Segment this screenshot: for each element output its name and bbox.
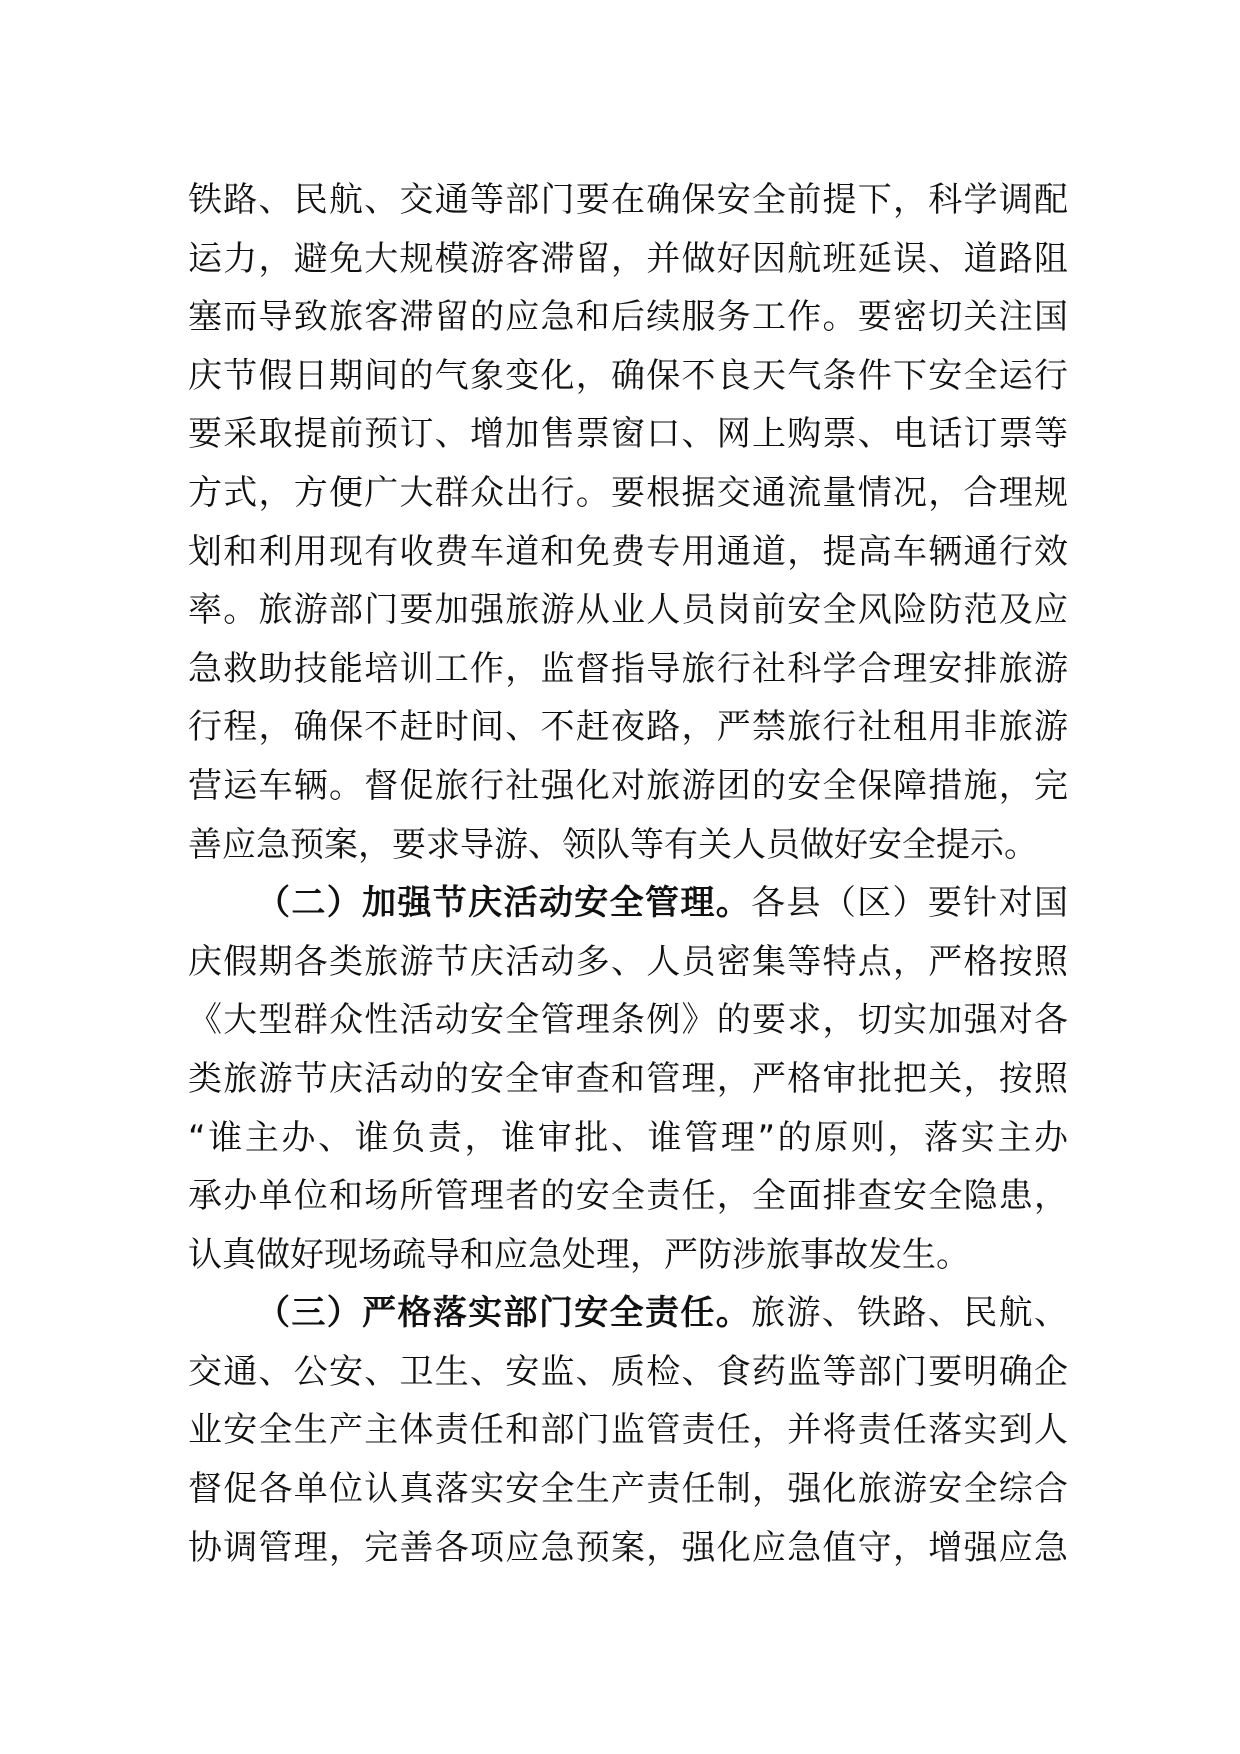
document-body <box>188 171 1068 1577</box>
section-heading: （三）严格落实部门安全责任。 <box>256 1293 752 1334</box>
text-line: 行程，确保不赶时间、不赶夜路，严禁旅行社租用非旅游 <box>188 707 1068 748</box>
section-first-line <box>188 1284 1068 1343</box>
text-line: 业安全生产主体责任和部门监管责任，并将责任落实到人 <box>188 1410 1068 1451</box>
text-line: 承办单位和场所管理者的安全责任，全面排查安全隐患， <box>188 1176 1068 1217</box>
section-lead-text: 各县（区）要针对国 <box>751 883 1069 924</box>
section-heading: （二）加强节庆活动安全管理。 <box>256 883 752 924</box>
text-line: 类旅游节庆活动的安全审查和管理，严格审批把关，按照 <box>188 1058 1068 1099</box>
text-line: “谁主办、谁负责，谁审批、谁管理”的原则，落实主办 <box>188 1117 1068 1158</box>
text-line: 率。旅游部门要加强旅游从业人员岗前安全风险防范及应 <box>188 590 1068 631</box>
text-line: 划和利用现有收费车道和免费专用通道，提高车辆通行效 <box>188 531 1068 572</box>
text-line: 运力，避免大规模游客滞留，并做好因航班延误、道路阻 <box>188 238 1068 279</box>
text-line: 铁路、民航、交通等部门要在确保安全前提下，科学调配 <box>188 180 1068 220</box>
paragraph-transport-tourism <box>188 171 1068 874</box>
text-line: 善应急预案，要求导游、领队等有关人员做好安全提示。 <box>188 824 1038 865</box>
text-line: 认真做好现场疏导和应急处理，严防涉旅事故发生。 <box>188 1234 970 1275</box>
text-line: 督促各单位认真落实安全生产责任制，强化旅游安全综合 <box>188 1469 1068 1510</box>
section-lead-text: 旅游、铁路、民航、 <box>751 1293 1069 1334</box>
section-festival-safety <box>188 874 1068 1284</box>
text-line: 协调管理，完善各项应急预案，强化应急值守，增强应急 <box>188 1527 1068 1568</box>
section-first-line <box>188 874 1068 933</box>
text-line: 方式，方便广大群众出行。要根据交通流量情况，合理规 <box>188 472 1068 513</box>
text-line: 庆假期各类旅游节庆活动多、人员密集等特点，严格按照 <box>188 941 1068 982</box>
text-line: 要采取提前预订、增加售票窗口、网上购票、电话订票等 <box>188 414 1068 455</box>
text-line: 塞而导致旅客滞留的应急和后续服务工作。要密切关注国 <box>188 297 1068 338</box>
text-line: 《大型群众性活动安全管理条例》的要求，切实加强对各 <box>188 1000 1068 1041</box>
section-department-responsibility <box>188 1284 1068 1577</box>
text-line: 营运车辆。督促旅行社强化对旅游团的安全保障措施，完 <box>188 765 1068 806</box>
text-line: 急救助技能培训工作，监督指导旅行社科学合理安排旅游 <box>188 648 1068 689</box>
text-line: 交通、公安、卫生、安监、质检、食药监等部门要明确企 <box>188 1351 1068 1392</box>
text-line: 庆节假日期间的气象变化，确保不良天气条件下安全运行 <box>188 355 1068 396</box>
